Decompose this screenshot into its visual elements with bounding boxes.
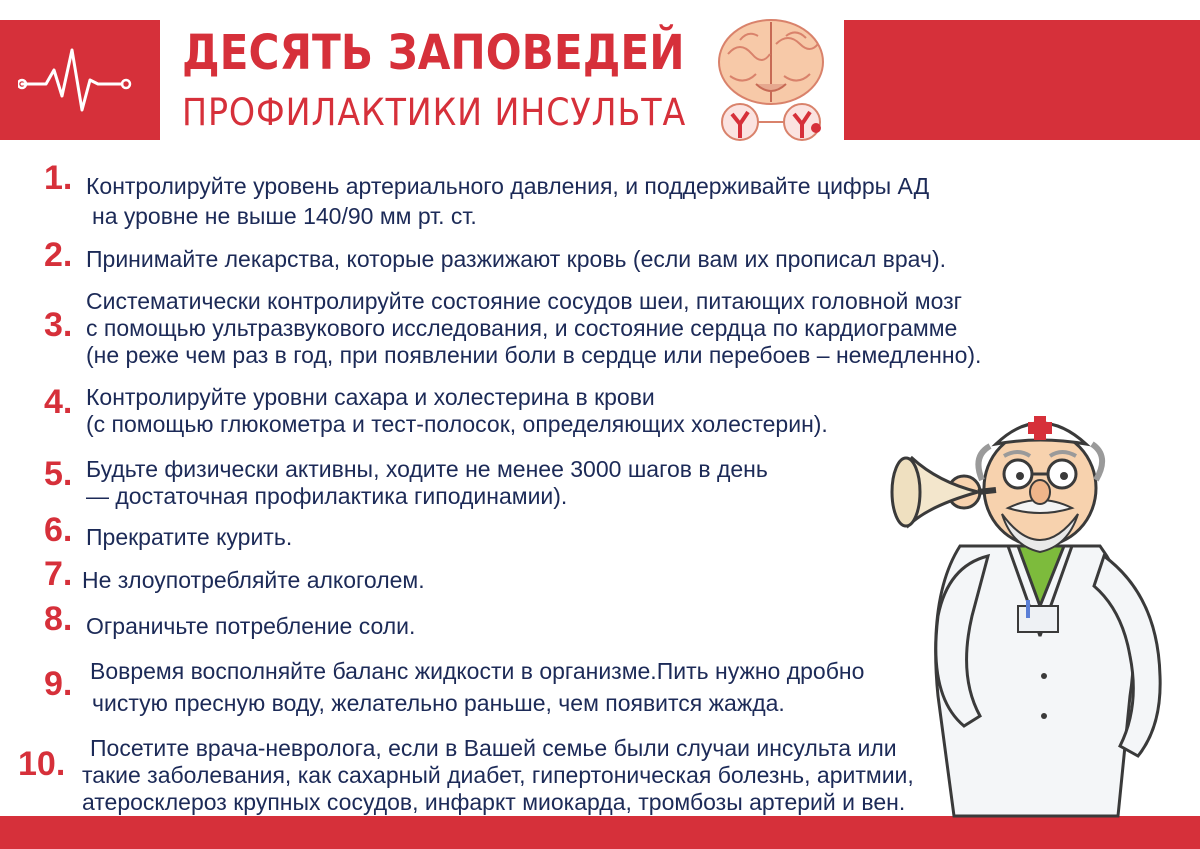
heartbeat-line-icon (18, 40, 142, 120)
item-9-line-2: чистую пресную воду, желательно раньше, чем появится жажда. (92, 690, 785, 716)
item-6-line-1: Прекратите курить. (86, 524, 293, 550)
item-4-line-1: Контролируйте уровни сахара и холестерина в крови (86, 384, 655, 410)
page-title: ДЕСЯТЬ ЗАПОВЕДЕЙ (182, 25, 685, 81)
item-1-line-1: Контролируйте уровень артериального давления, и поддерживайте цифры АД (86, 173, 930, 199)
item-number-5: 5. (44, 455, 73, 493)
item-5-line-2: — достаточная профилактика гиподинамии). (86, 483, 568, 509)
item-number-9: 9. (44, 665, 73, 703)
item-8-line-1: Ограничьте потребление соли. (86, 613, 416, 639)
item-number-2: 2. (44, 236, 73, 274)
item-5-line-1: Будьте физически активны, ходите не менее 3000 шагов в день (86, 456, 768, 482)
item-number-7: 7. (44, 555, 73, 593)
header-right-band (844, 20, 1200, 140)
item-10-line-1: Посетите врача-невролога, если в Вашей семье были случаи инсульта или (90, 735, 897, 761)
item-3-line-2: с помощью ультразвукового исследования, и состояние сердца по кардиограмме (86, 315, 958, 341)
item-10-line-3: атеросклероз крупных сосудов, инфаркт миокарда, тромбозы артерий и вен. (82, 789, 906, 815)
item-number-1: 1. (44, 159, 73, 197)
item-number-8: 8. (44, 600, 73, 638)
item-number-10: 10. (18, 745, 66, 783)
item-10-line-2: такие заболевания, как сахарный диабет, гипертоническая болезнь, аритмии, (82, 762, 914, 788)
item-4-line-2: (с помощью глюкометра и тест-полосок, определяющих холестерин). (86, 411, 828, 437)
item-3-line-3: (не реже чем раз в год, при появлении боли в сердце или перебоев – немедленно). (86, 342, 982, 368)
item-number-3: 3. (44, 306, 73, 344)
item-2-line-1: Принимайте лекарства, которые разжижают кровь (если вам их прописал врач). (86, 246, 946, 272)
item-number-6: 6. (44, 511, 73, 549)
brain-illustration (706, 14, 836, 142)
item-1-line-2: на уровне не выше 140/90 мм рт. ст. (92, 203, 477, 229)
page-subtitle: ПРОФИЛАКТИКИ ИНСУЛЬТА (182, 91, 687, 134)
item-3-line-1: Систематически контролируйте состояние сосудов шеи, питающих головной мозг (86, 288, 963, 314)
doctor-with-hearing-trumpet-illustration (868, 396, 1200, 836)
item-number-4: 4. (44, 383, 73, 421)
item-9-line-1: Вовремя восполняйте баланс жидкости в организме.Пить нужно дробно (90, 658, 865, 684)
item-7-line-1: Не злоупотребляйте алкоголем. (82, 567, 425, 593)
